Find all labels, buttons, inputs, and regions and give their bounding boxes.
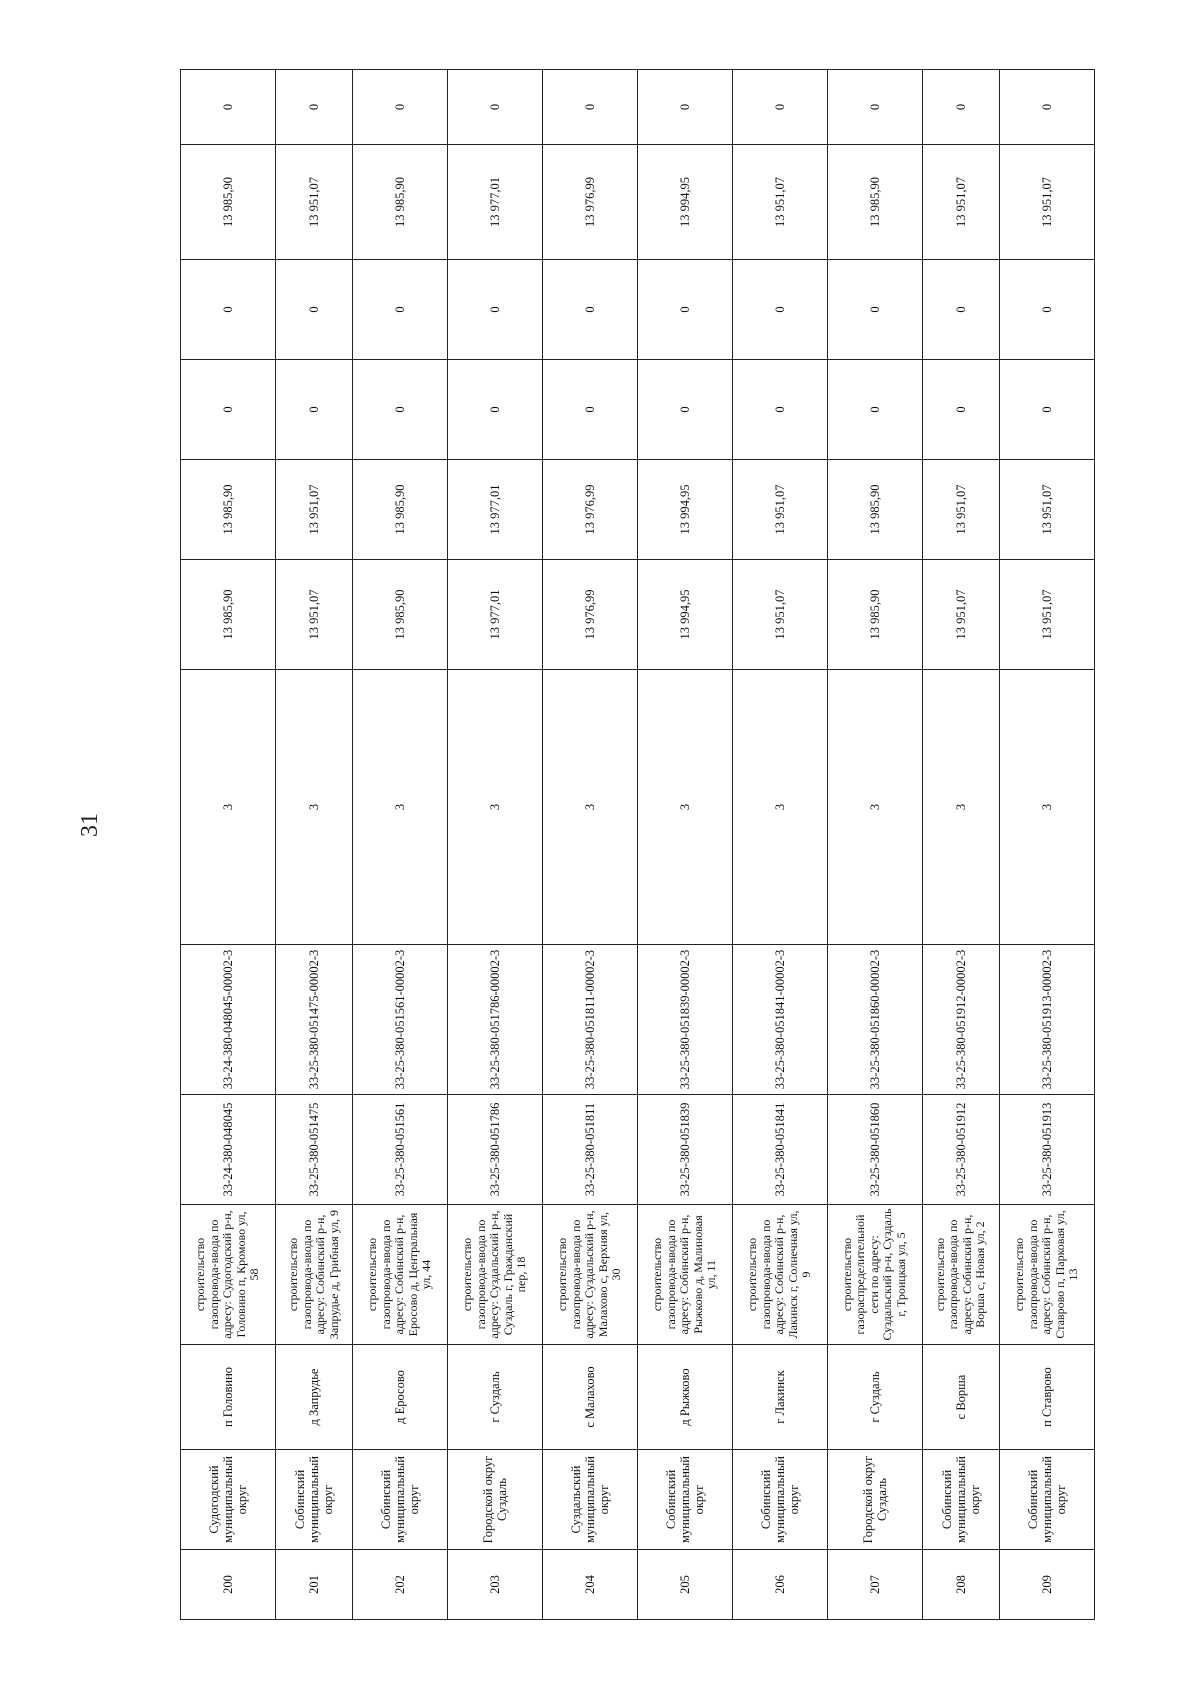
locality-cell: г Суздаль xyxy=(448,1345,543,1450)
locality-cell: д Рыжково xyxy=(637,1345,732,1450)
cost-value-cell: 13 994,95 xyxy=(637,460,732,560)
locality-cell: с Малахово xyxy=(543,1345,638,1450)
type-cell: 3 xyxy=(181,670,276,945)
cost-value-cell: 13 977,01 xyxy=(448,460,543,560)
row-number-cell: 205 xyxy=(637,1550,732,1620)
total-cost-cell: 13 951,07 xyxy=(922,560,999,670)
project-code-cell: 33-25-380-051860-00002-3 xyxy=(827,945,922,1095)
cost-value-cell: 13 985,90 xyxy=(181,460,276,560)
zero-value-cell: 0 xyxy=(181,360,276,460)
cost-value-cell: 13 951,07 xyxy=(922,145,999,260)
zero-value-cell: 0 xyxy=(922,70,999,145)
table-row xyxy=(922,70,999,1620)
object-code-cell: 33-25-380-051841 xyxy=(732,1095,827,1205)
cost-value-cell: 13 951,07 xyxy=(922,460,999,560)
total-cost-cell: 13 976,99 xyxy=(543,560,638,670)
project-code-cell: 33-24-380-048045-00002-3 xyxy=(181,945,276,1095)
object-name-cell: строительство газопровода-ввода по адресу: Собинский р-н, Лакинск г, Солнечная ул, 9 xyxy=(732,1205,827,1345)
district-cell: Суздальский муниципальный округ xyxy=(543,1450,638,1550)
data-table xyxy=(180,69,1095,1620)
zero-value-cell: 0 xyxy=(181,260,276,360)
total-cost-cell: 13 951,07 xyxy=(275,560,352,670)
table-row xyxy=(353,70,448,1620)
total-cost-cell: 13 951,07 xyxy=(999,560,1094,670)
zero-value-cell: 0 xyxy=(353,360,448,460)
zero-value-cell: 0 xyxy=(181,70,276,145)
cost-value-cell: 13 976,99 xyxy=(543,460,638,560)
cost-value-cell: 13 985,90 xyxy=(353,145,448,260)
district-cell: Собинский муниципальный округ xyxy=(922,1450,999,1550)
type-cell: 3 xyxy=(922,670,999,945)
locality-cell: д Запрудье xyxy=(275,1345,352,1450)
cost-value-cell: 13 951,07 xyxy=(999,460,1094,560)
table-row xyxy=(181,70,276,1620)
zero-value-cell: 0 xyxy=(543,70,638,145)
cost-value-cell: 13 985,90 xyxy=(827,145,922,260)
type-cell: 3 xyxy=(448,670,543,945)
zero-value-cell: 0 xyxy=(448,360,543,460)
table-row xyxy=(637,70,732,1620)
object-code-cell: 33-25-380-051839 xyxy=(637,1095,732,1205)
object-name-cell: строительство газораспределительной сети по адресу: Суздальский р-н, Суздаль г, Троицкая ул, 5 xyxy=(827,1205,922,1345)
type-cell: 3 xyxy=(827,670,922,945)
zero-value-cell: 0 xyxy=(448,70,543,145)
table-row xyxy=(275,70,352,1620)
table-rotated-container xyxy=(180,70,1095,1620)
project-code-cell: 33-25-380-051912-00002-3 xyxy=(922,945,999,1095)
object-code-cell: 33-25-380-051811 xyxy=(543,1095,638,1205)
type-cell: 3 xyxy=(637,670,732,945)
project-code-cell: 33-25-380-051913-00002-3 xyxy=(999,945,1094,1095)
zero-value-cell: 0 xyxy=(275,70,352,145)
object-name-cell: строительство газопровода-ввода по адресу: Собинский р-н, Рыжково д, Малиновая ул, 11 xyxy=(637,1205,732,1345)
object-code-cell: 33-25-380-051912 xyxy=(922,1095,999,1205)
project-code-cell: 33-25-380-051839-00002-3 xyxy=(637,945,732,1095)
total-cost-cell: 13 985,90 xyxy=(181,560,276,670)
project-code-cell: 33-25-380-051786-00002-3 xyxy=(448,945,543,1095)
row-number-cell: 201 xyxy=(275,1550,352,1620)
object-name-cell: строительство газопровода-ввода по адресу: Суздальский р-н, Суздаль г, Гражданский пер, 18 xyxy=(448,1205,543,1345)
cost-value-cell: 13 985,90 xyxy=(827,460,922,560)
type-cell: 3 xyxy=(275,670,352,945)
type-cell: 3 xyxy=(543,670,638,945)
table-row xyxy=(827,70,922,1620)
cost-value-cell: 13 951,07 xyxy=(275,460,352,560)
zero-value-cell: 0 xyxy=(827,260,922,360)
district-cell: Собинский муниципальный округ xyxy=(637,1450,732,1550)
cost-value-cell: 13 994,95 xyxy=(637,145,732,260)
project-code-cell: 33-25-380-051811-00002-3 xyxy=(543,945,638,1095)
object-name-cell: строительство газопровода-ввода по адресу: Суздальский р-н, Малахово с, Верхняя ул, 30 xyxy=(543,1205,638,1345)
object-name-cell: строительство газопровода-ввода по адресу: Собинский р-н, Запрудье д, Грибная ул, 9 xyxy=(275,1205,352,1345)
zero-value-cell: 0 xyxy=(353,70,448,145)
table-row xyxy=(732,70,827,1620)
row-number-cell: 209 xyxy=(999,1550,1094,1620)
locality-cell: п Ставрово xyxy=(999,1345,1094,1450)
district-cell: Собинский муниципальный округ xyxy=(999,1450,1094,1550)
district-cell: Судогодский муниципальный округ xyxy=(181,1450,276,1550)
locality-cell: г Лакинск xyxy=(732,1345,827,1450)
row-number-cell: 202 xyxy=(353,1550,448,1620)
zero-value-cell: 0 xyxy=(999,70,1094,145)
project-code-cell: 33-25-380-051475-00002-3 xyxy=(275,945,352,1095)
page-number: 31 xyxy=(77,813,103,837)
table-row xyxy=(448,70,543,1620)
zero-value-cell: 0 xyxy=(827,70,922,145)
total-cost-cell: 13 977,01 xyxy=(448,560,543,670)
cost-value-cell: 13 951,07 xyxy=(999,145,1094,260)
district-cell: Городской округ Суздаль xyxy=(827,1450,922,1550)
district-cell: Собинский муниципальный округ xyxy=(732,1450,827,1550)
row-number-cell: 200 xyxy=(181,1550,276,1620)
zero-value-cell: 0 xyxy=(999,260,1094,360)
cost-value-cell: 13 951,07 xyxy=(732,460,827,560)
row-number-cell: 206 xyxy=(732,1550,827,1620)
zero-value-cell: 0 xyxy=(543,260,638,360)
cost-value-cell: 13 976,99 xyxy=(543,145,638,260)
district-cell: Собинский муниципальный округ xyxy=(275,1450,352,1550)
project-code-cell: 33-25-380-051561-00002-3 xyxy=(353,945,448,1095)
row-number-cell: 208 xyxy=(922,1550,999,1620)
cost-value-cell: 13 985,90 xyxy=(181,145,276,260)
type-cell: 3 xyxy=(353,670,448,945)
zero-value-cell: 0 xyxy=(922,260,999,360)
total-cost-cell: 13 985,90 xyxy=(827,560,922,670)
zero-value-cell: 0 xyxy=(637,360,732,460)
cost-value-cell: 13 977,01 xyxy=(448,145,543,260)
locality-cell: п Головино xyxy=(181,1345,276,1450)
type-cell: 3 xyxy=(999,670,1094,945)
zero-value-cell: 0 xyxy=(275,360,352,460)
row-number-cell: 204 xyxy=(543,1550,638,1620)
object-code-cell: 33-25-380-051786 xyxy=(448,1095,543,1205)
object-name-cell: строительство газопровода-ввода по адресу: Собинский р-н, Еросово д, Центральная ул, 44 xyxy=(353,1205,448,1345)
cost-value-cell: 13 951,07 xyxy=(732,145,827,260)
total-cost-cell: 13 985,90 xyxy=(353,560,448,670)
zero-value-cell: 0 xyxy=(999,360,1094,460)
table-row xyxy=(543,70,638,1620)
object-code-cell: 33-24-380-048045 xyxy=(181,1095,276,1205)
locality-cell: д Еросово xyxy=(353,1345,448,1450)
row-number-cell: 203 xyxy=(448,1550,543,1620)
total-cost-cell: 13 994,95 xyxy=(637,560,732,670)
project-code-cell: 33-25-380-051841-00002-3 xyxy=(732,945,827,1095)
table-body xyxy=(181,70,1095,1620)
zero-value-cell: 0 xyxy=(732,260,827,360)
object-code-cell: 33-25-380-051913 xyxy=(999,1095,1094,1205)
zero-value-cell: 0 xyxy=(275,260,352,360)
district-cell: Собинский муниципальный округ xyxy=(353,1450,448,1550)
type-cell: 3 xyxy=(732,670,827,945)
locality-cell: г Суздаль xyxy=(827,1345,922,1450)
zero-value-cell: 0 xyxy=(637,260,732,360)
zero-value-cell: 0 xyxy=(732,360,827,460)
zero-value-cell: 0 xyxy=(543,360,638,460)
row-number-cell: 207 xyxy=(827,1550,922,1620)
object-code-cell: 33-25-380-051561 xyxy=(353,1095,448,1205)
object-name-cell: строительство газопровода-ввода по адресу: Судогодский р-н, Головино п, Кромово ул, 58 xyxy=(181,1205,276,1345)
cost-value-cell: 13 951,07 xyxy=(275,145,352,260)
zero-value-cell: 0 xyxy=(448,260,543,360)
object-code-cell: 33-25-380-051860 xyxy=(827,1095,922,1205)
object-name-cell: строительство газопровода-ввода по адресу: Собинский р-н, Ворша с, Новая ул, 2 xyxy=(922,1205,999,1345)
zero-value-cell: 0 xyxy=(922,360,999,460)
district-cell: Городской округ Суздаль xyxy=(448,1450,543,1550)
zero-value-cell: 0 xyxy=(827,360,922,460)
object-code-cell: 33-25-380-051475 xyxy=(275,1095,352,1205)
cost-value-cell: 13 985,90 xyxy=(353,460,448,560)
object-name-cell: строительство газопровода-ввода по адресу: Собинский р-н, Ставрово п, Парковая ул, 13 xyxy=(999,1205,1094,1345)
locality-cell: с Ворша xyxy=(922,1345,999,1450)
zero-value-cell: 0 xyxy=(637,70,732,145)
table-row xyxy=(999,70,1094,1620)
zero-value-cell: 0 xyxy=(732,70,827,145)
zero-value-cell: 0 xyxy=(353,260,448,360)
total-cost-cell: 13 951,07 xyxy=(732,560,827,670)
